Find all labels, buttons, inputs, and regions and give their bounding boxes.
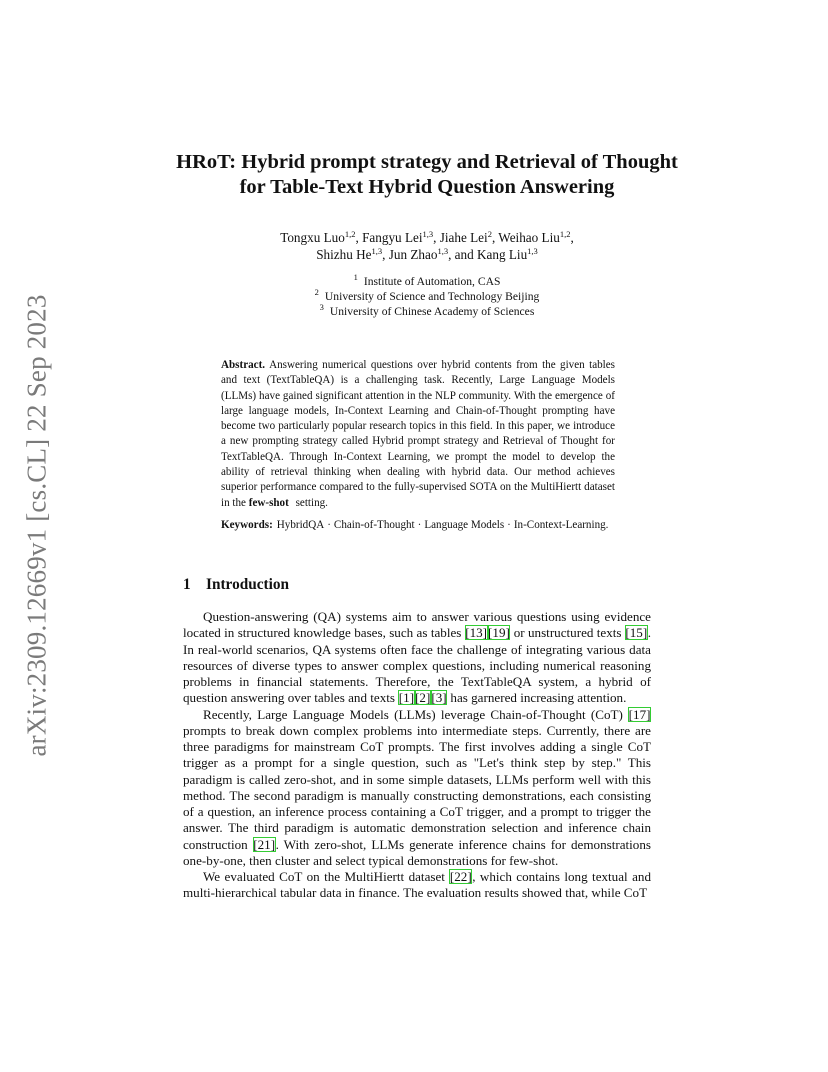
paragraph-3 (183, 869, 651, 902)
paragraph-text: or unstructured texts (510, 625, 625, 641)
paper-title (140, 150, 714, 200)
section-title: Introduction (206, 576, 290, 593)
keyword-item: Chain-of-Thought (333, 519, 415, 531)
affiliation-item (140, 304, 714, 319)
title-line-1: HRoT: Hybrid prompt strategy and Retrieval of Thought (176, 151, 678, 173)
author-name: , Weihao Liu (491, 230, 560, 245)
keyword-item: HybridQA (276, 519, 325, 531)
citation-link[interactable]: [13] (465, 625, 488, 641)
paragraph-text: Recently, Large Language Models (LLMs) leverage Chain-of-Thought (CoT) (203, 706, 629, 722)
citation-link[interactable]: [15] (625, 625, 648, 641)
affiliation-item (140, 274, 714, 289)
citation-link[interactable]: [21] (253, 836, 276, 852)
section-body (183, 609, 651, 902)
affiliation-number: 1 (353, 272, 358, 282)
citation-link[interactable]: [1] (398, 690, 415, 706)
paragraph-text: We evaluated CoT on the MultiHiertt dataset (203, 869, 450, 884)
affiliation-number: 3 (319, 302, 324, 313)
keyword-separator: · (417, 519, 422, 531)
paragraph-text: . With zero-shot, LLMs generate inference chains for demonstrations one-by-one, then cluster and select typical demonstrations for few-shot. (183, 836, 651, 868)
author-name: Shizhu He (316, 247, 372, 262)
citation-link[interactable]: [2] (415, 690, 431, 706)
keyword-separator: · (327, 519, 331, 531)
author-affil-mark: 1,3 (371, 246, 383, 256)
section-number: 1 (183, 576, 191, 593)
author-list (140, 229, 714, 263)
author-line-1 (140, 229, 714, 246)
abstract-label: Abstract. (221, 359, 266, 371)
citation-link[interactable]: [3] (431, 690, 447, 706)
author-affil-mark: 2 (487, 229, 492, 239)
paragraph-text: , which contains long textual and multi-hierarchical tabular data in finance. The evaluation results showed that, while CoT (183, 869, 652, 901)
author-name: , Jun Zhao (382, 247, 438, 262)
author-affil-mark: 1,2 (559, 229, 571, 239)
keywords-label: Keywords: (221, 519, 273, 531)
author-affil-mark: 1,2 (344, 229, 356, 239)
paragraph-text: has garnered increasing attention. (447, 690, 627, 706)
abstract-text-end: setting. (295, 496, 328, 509)
paragraph-text: Question-answering (QA) systems aim to answer various questions using evidence located in structured knowledge bases, such as tables (183, 609, 651, 641)
keyword-separator: · (507, 519, 511, 531)
author-name: Tongxu Luo (280, 230, 345, 245)
citation-link[interactable]: [17] (628, 706, 651, 722)
author-name: , Jiahe Lei (433, 230, 488, 245)
citation-link[interactable]: [22] (449, 869, 472, 884)
author-name: , and Kang Liu (448, 247, 528, 262)
affiliation-item (140, 289, 714, 304)
arxiv-side-stamp (16, 285, 58, 765)
author-line-2 (140, 246, 714, 263)
affiliation-number: 2 (314, 287, 319, 298)
paragraph-1 (183, 609, 651, 707)
author-affil-mark: 1,3 (527, 246, 538, 256)
keyword-item: In-Context-Learning. (513, 519, 609, 531)
author-separator: , (570, 230, 574, 245)
section-heading (183, 575, 289, 595)
paragraph-text: . In real-world scenarios, QA systems often face the challenge of integrating various data resources of diverse types to answer complex questions, including numerical reasoning problems in financial statements. Therefore, the TextTableQA system, a hybrid of question answering over tables and texts (183, 625, 651, 706)
paragraph-text: prompts to break down complex problems into intermediate steps. Currently, there are three paradigms for mainstream CoT prompts. The first involves adding a single CoT trigger as a prompt for a single question, such as "Let's think step by step." This paradigm is called zero-shot, and in some simple datasets, LLMs perform well with this method. The second paradigm is manually constructing demonstrations, each consisting of a question, an inference process containing a CoT trigger, and a prompt to trigger the answer. The third paradigm is automatic demonstration selection and inference chain construction (183, 722, 651, 852)
author-affil-mark: 1,3 (437, 246, 449, 256)
affiliation-list (140, 274, 714, 320)
abstract (221, 358, 615, 511)
arxiv-identifier: arXiv:2309.12669v1 [cs.CL] 22 Sep 2023 (21, 293, 52, 757)
author-affil-mark: 1,3 (422, 229, 434, 239)
abstract-emphasis: few-shot (248, 496, 289, 509)
citation-link[interactable]: [19] (488, 625, 510, 641)
keyword-item: Language Models (424, 519, 505, 531)
title-line-2: for Table-Text Hybrid Question Answering (239, 176, 615, 198)
affiliation-name: University of Chinese Academy of Sciences (329, 305, 535, 319)
paragraph-2 (183, 707, 651, 870)
author-name: , Fangyu Lei (355, 230, 423, 245)
affiliation-name: Institute of Automation, CAS (363, 275, 501, 288)
keywords (221, 518, 615, 533)
affiliation-name: University of Science and Technology Beijing (324, 290, 540, 304)
abstract-text: Answering numerical questions over hybrid contents from the given tables and text (TextTableQA) is a challenging task. Recently, Large Language Models (LLMs) have gained significant attention in the NLP community. With the emergence of large language models, In-Context Learning and Chain-of-Thought prompting have become two particularly popular research topics in this field. In this paper, we introduce a new prompting strategy called Hybrid prompt strategy and Retrieval of Thought for TextTableQA. Through In-Context Learning, we prompt the model to develop the ability of retrieval thinking when dealing with hybrid data. Our method achieves superior performance compared to the fully-supervised SOTA on the MultiHiertt dataset in the (221, 359, 615, 509)
